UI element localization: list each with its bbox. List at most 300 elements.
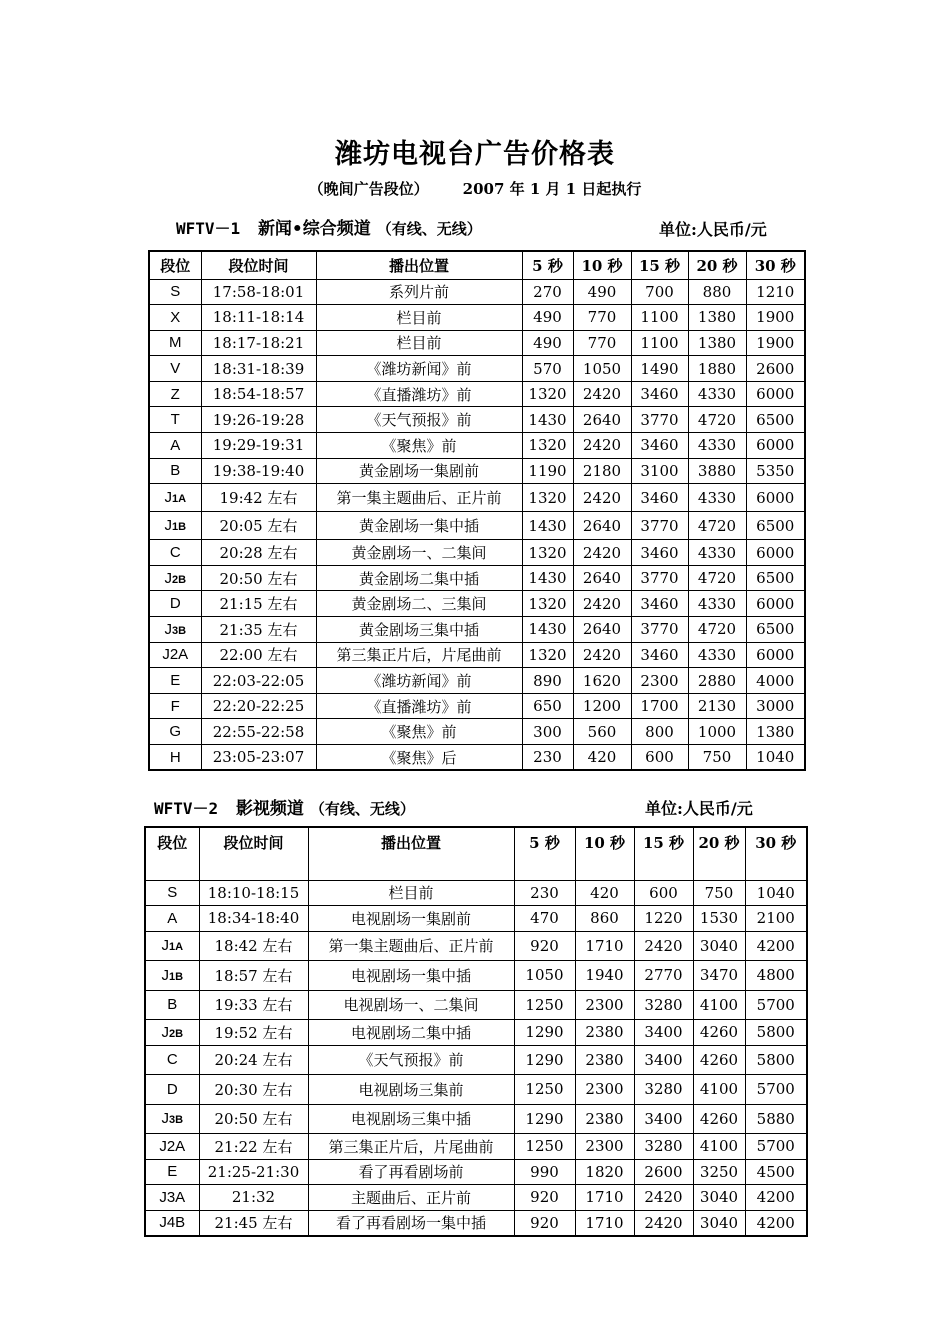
table1-heading [176, 214, 482, 239]
segment-cell [149, 591, 201, 617]
price-20s-cell: 4720 [688, 407, 746, 433]
price-30s-cell: 4000 [746, 668, 805, 694]
segment-code: G [169, 723, 182, 741]
price-30s-cell: 4800 [745, 961, 807, 991]
slot-time-cell: 21:15 左右 [201, 591, 316, 617]
segment-code: C [169, 544, 181, 562]
placement-cell: 黄金剧场一集中插 [316, 512, 522, 540]
segment-subcode: 3B [171, 624, 187, 637]
price-20s-cell: 3470 [693, 961, 745, 991]
price-15s-cell: 3400 [634, 1104, 693, 1134]
table-row [149, 693, 805, 719]
segment-code: Z [170, 385, 180, 403]
segment-cell [145, 1075, 199, 1105]
placement-cell: 《直播潍坊》前 [316, 381, 522, 407]
header-10s: 10 秒 [575, 827, 634, 880]
price-15s-cell: 3280 [634, 1134, 693, 1160]
price-20s-cell: 3880 [688, 458, 746, 484]
table-row [149, 719, 805, 745]
segment-code: J3A [159, 1188, 186, 1206]
subtitle-slot: （晚间广告段位） [308, 180, 429, 198]
segment-code: V [170, 360, 181, 378]
price-15s-cell: 3460 [631, 381, 688, 407]
segment-code: J [161, 966, 169, 984]
slot-time-cell: 21:45 左右 [199, 1210, 308, 1236]
slot-time-cell: 19:38-19:40 [201, 458, 316, 484]
segment-subcode: 1B [168, 970, 184, 983]
page-subtitle [0, 178, 950, 199]
header-placement: 播出位置 [308, 827, 514, 880]
placement-cell: 第三集正片后，片尾曲前 [316, 642, 522, 668]
price-10s-cell: 1050 [573, 356, 631, 382]
page-title: 潍坊电视台广告价格表 [335, 139, 615, 170]
segment-cell [149, 407, 201, 433]
placement-cell: 电视剧场一集剧前 [308, 906, 514, 932]
price-15s-cell: 800 [631, 719, 688, 745]
table2-body [145, 880, 807, 1236]
price-10s-cell: 2420 [573, 642, 631, 668]
price-10s-cell: 1620 [573, 668, 631, 694]
table1-body [149, 279, 805, 770]
price-5s-cell: 1430 [522, 565, 573, 591]
table-row [149, 458, 805, 484]
slot-time-cell: 20:50 左右 [201, 565, 316, 591]
price-10s-cell: 770 [573, 330, 631, 356]
table-row [145, 1020, 807, 1046]
segment-subcode: 3B [168, 1114, 184, 1127]
table1-unit: 单位:人民币/元 [659, 220, 767, 239]
price-10s-cell: 2640 [573, 407, 631, 433]
price-15s-cell: 2420 [634, 1210, 693, 1236]
segment-subcode: 2B [168, 1027, 184, 1040]
price-15s-cell: 600 [634, 880, 693, 906]
segment-cell [149, 540, 201, 566]
price-10s-cell: 420 [575, 880, 634, 906]
table-row [145, 1185, 807, 1211]
price-5s-cell: 1430 [522, 407, 573, 433]
segment-code: J4B [159, 1214, 186, 1231]
slot-time-cell: 20:05 左右 [201, 512, 316, 540]
table2-price-table [144, 826, 808, 1237]
slot-time-cell: 18:17-18:21 [201, 330, 316, 356]
table-row [149, 356, 805, 382]
slot-time-cell: 22:55-22:58 [201, 719, 316, 745]
header-10s: 10 秒 [573, 251, 631, 279]
table-row [145, 1134, 807, 1160]
header-segment: 段位 [145, 827, 199, 880]
segment-subcode: 1A [168, 941, 184, 954]
price-20s-cell: 1380 [688, 305, 746, 331]
table1-channel-name: 新闻•综合频道 [257, 219, 371, 239]
price-20s-cell: 1000 [688, 719, 746, 745]
price-15s-cell: 1220 [634, 906, 693, 932]
price-5s-cell: 1050 [514, 961, 575, 991]
header-30s: 30 秒 [745, 827, 807, 880]
price-15s-cell: 3770 [631, 565, 688, 591]
price-10s-cell: 1710 [575, 931, 634, 961]
placement-cell: 黄金剧场二集中插 [316, 565, 522, 591]
price-20s-cell: 4330 [688, 381, 746, 407]
price-15s-cell: 2300 [631, 668, 688, 694]
segment-code: B [170, 462, 181, 480]
table-row [149, 668, 805, 694]
price-30s-cell: 4200 [745, 1185, 807, 1211]
segment-code: M [169, 334, 182, 352]
price-10s-cell: 2300 [575, 1134, 634, 1160]
segment-cell [145, 1104, 199, 1134]
slot-time-cell: 21:35 左右 [201, 617, 316, 643]
segment-code: T [170, 411, 180, 429]
segment-code: J [164, 620, 172, 638]
segment-code: F [170, 697, 180, 715]
price-20s-cell: 4100 [693, 1134, 745, 1160]
price-5s-cell: 920 [514, 1185, 575, 1211]
slot-time-cell: 19:52 左右 [199, 1020, 308, 1046]
price-20s-cell: 4260 [693, 1020, 745, 1046]
slot-time-cell: 19:29-19:31 [201, 433, 316, 459]
price-10s-cell: 2420 [573, 433, 631, 459]
price-20s-cell: 4720 [688, 512, 746, 540]
table-row [149, 330, 805, 356]
price-10s-cell: 1710 [575, 1210, 634, 1236]
price-30s-cell: 1900 [746, 330, 805, 356]
segment-code: S [167, 884, 178, 902]
table-row [145, 1104, 807, 1134]
price-10s-cell: 560 [573, 719, 631, 745]
price-10s-cell: 2380 [575, 1045, 634, 1075]
price-20s-cell: 750 [693, 880, 745, 906]
header-5s: 5 秒 [522, 251, 573, 279]
price-5s-cell: 1250 [514, 1075, 575, 1105]
price-5s-cell: 890 [522, 668, 573, 694]
price-5s-cell: 920 [514, 931, 575, 961]
price-15s-cell: 3460 [631, 484, 688, 512]
slot-time-cell: 18:31-18:39 [201, 356, 316, 382]
price-20s-cell: 3040 [693, 1210, 745, 1236]
slot-time-cell: 18:57 左右 [199, 961, 308, 991]
slot-time-cell: 20:30 左右 [199, 1075, 308, 1105]
price-5s-cell: 1320 [522, 381, 573, 407]
price-30s-cell: 6500 [746, 617, 805, 643]
table-row [145, 961, 807, 991]
segment-subcode: 1B [171, 521, 187, 534]
price-20s-cell: 4330 [688, 591, 746, 617]
table2-header-row [145, 827, 807, 880]
price-10s-cell: 2420 [573, 540, 631, 566]
price-30s-cell: 4500 [745, 1159, 807, 1185]
segment-code: E [170, 672, 181, 690]
price-30s-cell: 5350 [746, 458, 805, 484]
price-5s-cell: 270 [522, 279, 573, 305]
table-row [145, 990, 807, 1020]
price-30s-cell: 1040 [746, 745, 805, 771]
segment-cell [149, 381, 201, 407]
segment-cell [145, 906, 199, 932]
placement-cell: 系列片前 [316, 279, 522, 305]
price-15s-cell: 3460 [631, 591, 688, 617]
price-15s-cell: 1100 [631, 330, 688, 356]
slot-time-cell: 22:20-22:25 [201, 693, 316, 719]
segment-code: A [167, 909, 178, 927]
table1-header-row [149, 251, 805, 279]
price-5s-cell: 990 [514, 1159, 575, 1185]
placement-cell: 《潍坊新闻》前 [316, 668, 522, 694]
segment-cell [149, 305, 201, 331]
price-5s-cell: 470 [514, 906, 575, 932]
table-row [145, 906, 807, 932]
price-10s-cell: 2380 [575, 1020, 634, 1046]
price-10s-cell: 2180 [573, 458, 631, 484]
price-15s-cell: 3460 [631, 642, 688, 668]
placement-cell: 电视剧场一、二集间 [308, 990, 514, 1020]
price-15s-cell: 600 [631, 745, 688, 771]
table-row [145, 1210, 807, 1236]
price-10s-cell: 2640 [573, 565, 631, 591]
price-20s-cell: 3040 [693, 1185, 745, 1211]
segment-cell [149, 668, 201, 694]
header-20s: 20 秒 [688, 251, 746, 279]
price-15s-cell: 3100 [631, 458, 688, 484]
price-30s-cell: 5700 [745, 1075, 807, 1105]
price-20s-cell: 750 [688, 745, 746, 771]
table-row [149, 617, 805, 643]
segment-cell [149, 330, 201, 356]
price-20s-cell: 880 [688, 279, 746, 305]
price-30s-cell: 6500 [746, 407, 805, 433]
header-5s: 5 秒 [514, 827, 575, 880]
segment-code: J2A [159, 1137, 186, 1155]
segment-cell [149, 745, 201, 771]
price-10s-cell: 770 [573, 305, 631, 331]
price-20s-cell: 3040 [693, 931, 745, 961]
table-row [149, 512, 805, 540]
price-15s-cell: 2420 [634, 1185, 693, 1211]
price-5s-cell: 1320 [522, 642, 573, 668]
header-15s: 15 秒 [634, 827, 693, 880]
price-15s-cell: 3400 [634, 1020, 693, 1046]
price-15s-cell: 3460 [631, 540, 688, 566]
table-row [149, 305, 805, 331]
placement-cell: 栏目前 [316, 305, 522, 331]
slot-time-cell: 23:05-23:07 [201, 745, 316, 771]
price-5s-cell: 1320 [522, 540, 573, 566]
price-30s-cell: 1210 [746, 279, 805, 305]
price-20s-cell: 4100 [693, 1075, 745, 1105]
price-20s-cell: 1530 [693, 906, 745, 932]
price-15s-cell: 3280 [634, 1075, 693, 1105]
placement-cell: 栏目前 [316, 330, 522, 356]
placement-cell: 第一集主题曲后、正片前 [316, 484, 522, 512]
placement-cell: 电视剧场三集中插 [308, 1104, 514, 1134]
price-20s-cell: 3250 [693, 1159, 745, 1185]
price-20s-cell: 2130 [688, 693, 746, 719]
price-5s-cell: 230 [522, 745, 573, 771]
placement-cell: 《聚焦》前 [316, 433, 522, 459]
price-5s-cell: 920 [514, 1210, 575, 1236]
segment-code: E [167, 1163, 178, 1181]
price-10s-cell: 1200 [573, 693, 631, 719]
price-10s-cell: 2300 [575, 990, 634, 1020]
price-10s-cell: 1820 [575, 1159, 634, 1185]
slot-time-cell: 20:24 左右 [199, 1045, 308, 1075]
segment-cell [149, 356, 201, 382]
price-30s-cell: 5880 [745, 1104, 807, 1134]
segment-code: X [170, 308, 181, 326]
price-5s-cell: 300 [522, 719, 573, 745]
price-30s-cell: 6000 [746, 433, 805, 459]
price-30s-cell: 6500 [746, 565, 805, 591]
placement-cell: 《直播潍坊》前 [316, 693, 522, 719]
price-5s-cell: 1320 [522, 591, 573, 617]
header-15s: 15 秒 [631, 251, 688, 279]
placement-cell: 电视剧场三集前 [308, 1075, 514, 1105]
slot-time-cell: 18:11-18:14 [201, 305, 316, 331]
price-20s-cell: 1880 [688, 356, 746, 382]
header-placement: 播出位置 [316, 251, 522, 279]
price-30s-cell: 1040 [745, 880, 807, 906]
placement-cell: 看了再看剧场前 [308, 1159, 514, 1185]
header-slot-time: 段位时间 [199, 827, 308, 880]
table-row [149, 591, 805, 617]
slot-time-cell: 21:25-21:30 [199, 1159, 308, 1185]
price-5s-cell: 1290 [514, 1020, 575, 1046]
price-15s-cell: 3770 [631, 512, 688, 540]
table1-channel-code: WFTV－1 [176, 219, 241, 238]
price-20s-cell: 4260 [693, 1104, 745, 1134]
price-5s-cell: 1320 [522, 433, 573, 459]
price-15s-cell: 3770 [631, 407, 688, 433]
price-20s-cell: 4720 [688, 617, 746, 643]
table-row [145, 880, 807, 906]
segment-cell [145, 961, 199, 991]
segment-cell [145, 1045, 199, 1075]
price-15s-cell: 3770 [631, 617, 688, 643]
price-20s-cell: 4260 [693, 1045, 745, 1075]
segment-cell [149, 512, 201, 540]
price-15s-cell: 3280 [634, 990, 693, 1020]
price-5s-cell: 1430 [522, 512, 573, 540]
segment-cell [145, 1134, 199, 1160]
price-30s-cell: 6000 [746, 591, 805, 617]
price-30s-cell: 5700 [745, 1134, 807, 1160]
table1-channel-mode: （有线、无线） [376, 220, 482, 238]
segment-cell [149, 565, 201, 591]
placement-cell: 主题曲后、正片前 [308, 1185, 514, 1211]
segment-cell [145, 990, 199, 1020]
slot-time-cell: 21:32 [199, 1185, 308, 1211]
segment-cell [149, 484, 201, 512]
table-row [145, 1159, 807, 1185]
price-5s-cell: 1190 [522, 458, 573, 484]
header-30s: 30 秒 [746, 251, 805, 279]
price-20s-cell: 4330 [688, 484, 746, 512]
segment-cell [149, 458, 201, 484]
table-row [149, 407, 805, 433]
placement-cell: 《聚焦》前 [316, 719, 522, 745]
price-30s-cell: 1900 [746, 305, 805, 331]
table-row [149, 565, 805, 591]
price-30s-cell: 2600 [746, 356, 805, 382]
segment-cell [149, 433, 201, 459]
segment-cell [149, 279, 201, 305]
price-10s-cell: 2420 [573, 484, 631, 512]
price-5s-cell: 230 [514, 880, 575, 906]
price-5s-cell: 490 [522, 330, 573, 356]
table-row [149, 540, 805, 566]
price-10s-cell: 2640 [573, 512, 631, 540]
price-30s-cell: 6000 [746, 381, 805, 407]
segment-code: A [170, 436, 181, 454]
price-5s-cell: 1320 [522, 484, 573, 512]
slot-time-cell: 19:42 左右 [201, 484, 316, 512]
segment-cell [149, 642, 201, 668]
segment-cell [149, 693, 201, 719]
segment-cell [149, 719, 201, 745]
price-5s-cell: 650 [522, 693, 573, 719]
placement-cell: 黄金剧场一、二集间 [316, 540, 522, 566]
price-5s-cell: 1250 [514, 1134, 575, 1160]
price-20s-cell: 4720 [688, 565, 746, 591]
slot-time-cell: 20:28 左右 [201, 540, 316, 566]
slot-time-cell: 18:34-18:40 [199, 906, 308, 932]
table-row [145, 931, 807, 961]
segment-code: H [169, 748, 181, 766]
price-10s-cell: 2420 [573, 591, 631, 617]
subtitle-effective-date: 2007 年 1 月 1 日起执行 [462, 180, 642, 198]
slot-time-cell: 18:10-18:15 [199, 880, 308, 906]
placement-cell: 黄金剧场三集中插 [316, 617, 522, 643]
price-15s-cell: 3400 [634, 1045, 693, 1075]
placement-cell: 第三集正片后，片尾曲前 [308, 1134, 514, 1160]
placement-cell: 黄金剧场一集剧前 [316, 458, 522, 484]
price-15s-cell: 1490 [631, 356, 688, 382]
segment-cell [145, 880, 199, 906]
segment-cell [145, 1020, 199, 1046]
price-20s-cell: 4100 [693, 990, 745, 1020]
segment-subcode: 1A [171, 493, 187, 506]
segment-code: J2A [162, 646, 189, 664]
price-30s-cell: 6000 [746, 484, 805, 512]
segment-cell [149, 617, 201, 643]
price-10s-cell: 2420 [573, 381, 631, 407]
table2-channel-mode: （有线、无线） [309, 800, 415, 818]
table-row [145, 1075, 807, 1105]
header-slot-time: 段位时间 [201, 251, 316, 279]
price-10s-cell: 860 [575, 906, 634, 932]
segment-code: J [164, 489, 172, 507]
price-15s-cell: 2420 [634, 931, 693, 961]
segment-subcode: 2B [171, 573, 187, 586]
table2-unit: 单位:人民币/元 [645, 799, 753, 818]
table-row [149, 279, 805, 305]
price-10s-cell: 1940 [575, 961, 634, 991]
price-30s-cell: 5700 [745, 990, 807, 1020]
slot-time-cell: 18:42 左右 [199, 931, 308, 961]
segment-code: J [164, 517, 172, 535]
price-30s-cell: 5800 [745, 1020, 807, 1046]
price-30s-cell: 6000 [746, 642, 805, 668]
slot-time-cell: 21:22 左右 [199, 1134, 308, 1160]
price-30s-cell: 5800 [745, 1045, 807, 1075]
price-5s-cell: 490 [522, 305, 573, 331]
price-20s-cell: 4330 [688, 433, 746, 459]
table-row [145, 1045, 807, 1075]
price-30s-cell: 4200 [745, 931, 807, 961]
slot-time-cell: 17:58-18:01 [201, 279, 316, 305]
price-15s-cell: 3460 [631, 433, 688, 459]
segment-code: J [161, 1110, 169, 1128]
segment-code: J [164, 569, 172, 587]
